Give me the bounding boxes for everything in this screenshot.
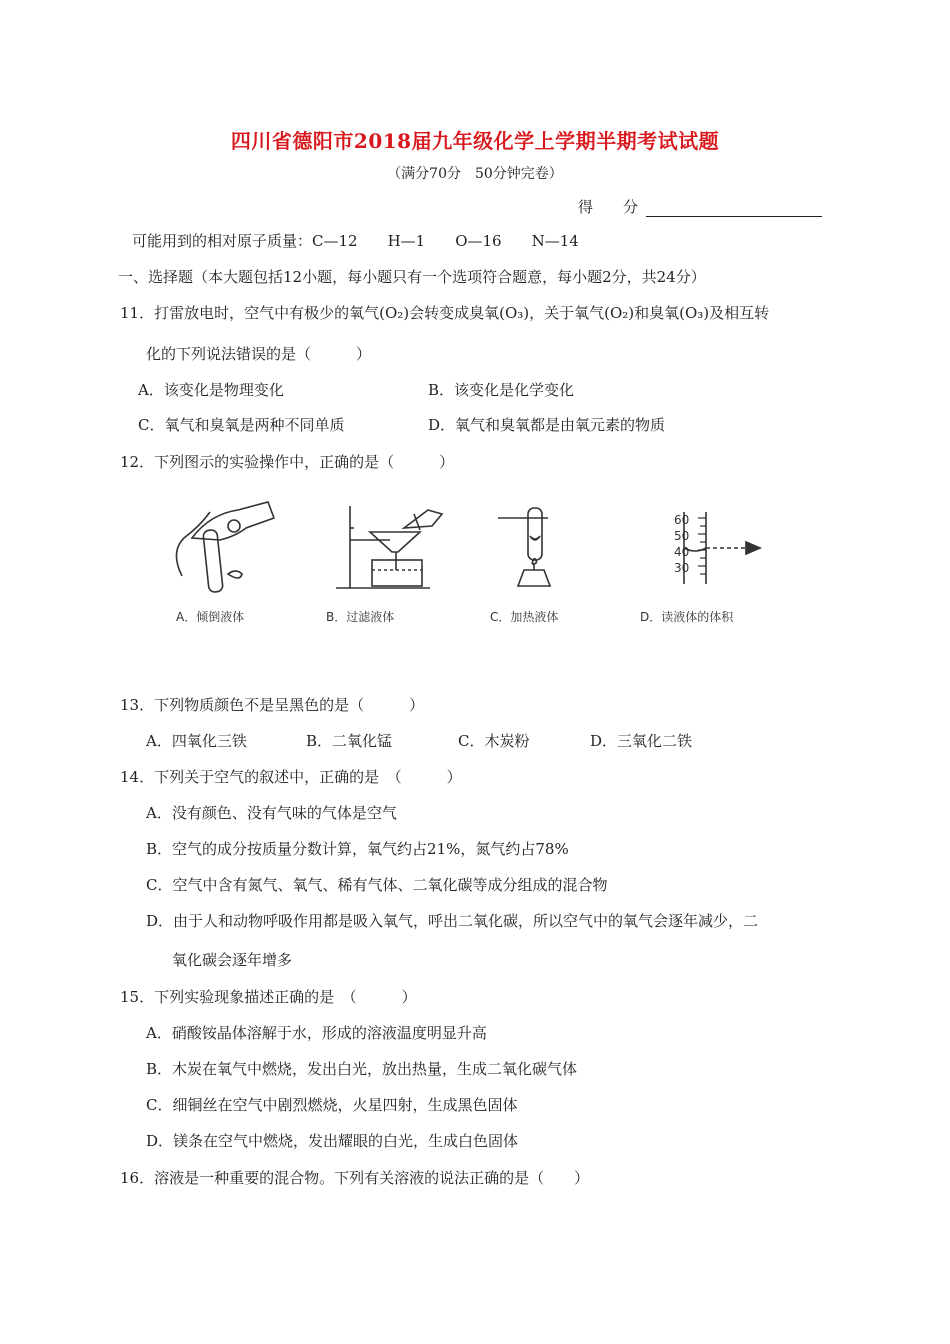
heating-liquid-figure xyxy=(492,500,582,592)
section-heading: 一、选择题（本大题包括12小题，每小题只有一个选项符合题意，每小题2分，共24分） xyxy=(118,268,706,286)
q14-option-a: A．没有颜色、没有气味的气体是空气 xyxy=(146,804,397,822)
q11-option-b: B．该变化是化学变化 xyxy=(428,381,575,399)
pouring-liquid-figure xyxy=(170,498,290,598)
q13-option-d: D．三氧化二铁 xyxy=(590,732,693,750)
q13-stem: 13．下列物质颜色不是呈黑色的是（ ） xyxy=(120,696,425,714)
q11-option-a: A．该变化是物理变化 xyxy=(138,381,284,399)
score-field xyxy=(578,196,822,217)
q15-option-a: A．硝酸铵晶体溶解于水，形成的溶液温度明显升高 xyxy=(146,1024,487,1042)
q14-option-c: C．空气中含有氮气、氧气、稀有气体、二氧化碳等成分组成的混合物 xyxy=(146,876,608,894)
scale-label-40: 40 xyxy=(674,545,690,559)
q16-stem: 16．溶液是一种重要的混合物。下列有关溶液的说法正确的是（ ） xyxy=(120,1169,590,1187)
q14-option-b: B．空气的成分按质量分数计算，氧气约占21%，氮气约占78% xyxy=(146,840,569,858)
q11-option-c: C．氧气和臭氧是两种不同单质 xyxy=(138,416,345,434)
q11-option-d: D．氧气和臭氧都是由氧元素的物质 xyxy=(428,416,666,434)
scale-label-60: 60 xyxy=(674,513,690,527)
q15-option-c: C．细铜丝在空气中剧烈燃烧，火星四射，生成黑色固体 xyxy=(146,1096,518,1114)
page-subtitle: （满分70分 50分钟完卷） xyxy=(387,166,563,182)
q11-stem-line1: 11．打雷放电时，空气中有极少的氧气(O₂)会转变成臭氧(O₃)，关于氧气(O₂)和臭氧(O₃)及相互转 xyxy=(120,304,770,322)
score-blank xyxy=(646,200,822,217)
scale-label-50: 50 xyxy=(674,529,690,543)
figure-d-caption: D．读液体的体积 xyxy=(640,610,734,624)
q12-stem: 12．下列图示的实验操作中，正确的是（ ） xyxy=(120,453,455,471)
q15-option-d: D．镁条在空气中燃烧，发出耀眼的白光，生成白色固体 xyxy=(146,1132,519,1150)
figure-a-caption: A．倾倒液体 xyxy=(176,610,245,624)
q15-stem: 15．下列实验现象描述正确的是 （ ） xyxy=(120,988,417,1006)
q11-stem-line2: 化的下列说法错误的是（ ） xyxy=(146,345,372,363)
score-label: 得 分 xyxy=(578,198,639,216)
figure-b-caption: B．过滤液体 xyxy=(326,610,395,624)
filtration-figure xyxy=(330,500,450,592)
q13-option-c: C．木炭粉 xyxy=(458,732,530,750)
scale-label-30: 30 xyxy=(674,561,690,575)
q13-option-a: A．四氧化三铁 xyxy=(146,732,247,750)
q13-option-b: B．二氧化锰 xyxy=(306,732,393,750)
q14-option-d-line2: 氧化碳会逐年增多 xyxy=(172,951,293,969)
q14-option-d-line1: D．由于人和动物呼吸作用都是吸入氧气，呼出二氧化碳，所以空气中的氧气会逐年减少，二 xyxy=(146,912,759,930)
q15-option-b: B．木炭在氧气中燃烧，发出白光，放出热量，生成二氧化碳气体 xyxy=(146,1060,578,1078)
figure-c-caption: C．加热液体 xyxy=(490,610,559,624)
q14-stem: 14．下列关于空气的叙述中，正确的是 （ ） xyxy=(120,768,462,786)
page-title: 四川省德阳市2018届九年级化学上学期半期考试试题 xyxy=(230,129,720,153)
atomic-masses: 可能用到的相对原子质量：C—12 H—1 O—16 N—14 xyxy=(132,232,579,250)
